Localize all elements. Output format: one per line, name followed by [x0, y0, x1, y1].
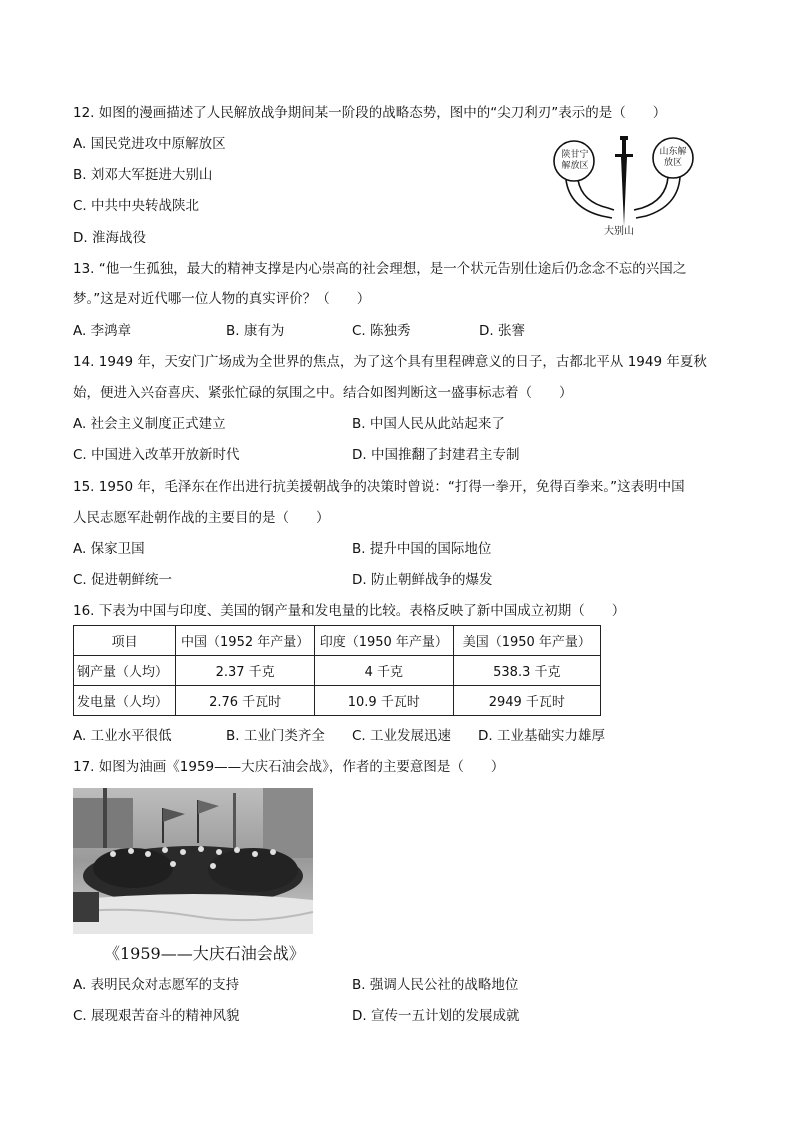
q14-option-b[interactable]: B. 中国人民从此站起来了: [352, 416, 505, 432]
table-cell: 钢产量（人均）: [74, 656, 176, 686]
q15-stem-line1: 15. 1950 年，毛泽东在作出进行抗美援朝战争的决策时曾说：“打得一拳开，免得百拳来。”这表明中国: [73, 479, 685, 495]
table-row: [74, 656, 601, 686]
q15-stem-line2: 人民志愿军赴朝作战的主要目的是（ ）: [73, 510, 330, 526]
table-header-cell: 美国（1950 年产量）: [453, 626, 600, 656]
q14-option-c[interactable]: C. 中国进入改革开放新时代: [73, 447, 240, 463]
q12-option-b[interactable]: B. 刘邓大军挺进大别山: [73, 167, 213, 183]
table-cell: 10.9 千瓦时: [314, 686, 453, 716]
q12-option-d[interactable]: D. 淮海战役: [73, 230, 146, 246]
q13-stem-line1: 13. “他一生孤独，最大的精神支撑是内心崇高的社会理想，是一个状元告别仕途后仍念念不忘的兴国之: [73, 261, 687, 277]
q12-stem: 12. 如图的漫画描述了人民解放战争期间某一阶段的战略态势，图中的“尖刀利刃”表示的是（ ）: [73, 105, 667, 121]
cartoon-label-left: 陕甘宁解放区: [561, 150, 589, 171]
q16-option-b[interactable]: B. 工业门类齐全: [226, 728, 325, 744]
q16-option-c[interactable]: C. 工业发展迅速: [352, 728, 452, 744]
q17-stem: 17. 如图为油画《1959——大庆石油会战》，作者的主要意图是（ ）: [73, 759, 505, 775]
q14-option-a[interactable]: A. 社会主义制度正式建立: [73, 416, 226, 432]
q17-option-b[interactable]: B. 强调人民公社的战略地位: [352, 977, 519, 993]
q16-comparison-table: [73, 625, 601, 716]
table-cell: 发电量（人均）: [74, 686, 176, 716]
q15-option-a[interactable]: A. 保家卫国: [73, 541, 145, 557]
q17-option-a[interactable]: A. 表明民众对志愿军的支持: [73, 977, 240, 993]
q13-option-c[interactable]: C. 陈独秀: [352, 323, 411, 339]
q15-option-b[interactable]: B. 提升中国的国际地位: [352, 541, 492, 557]
table-header-cell: 项目: [74, 626, 176, 656]
q13-option-b[interactable]: B. 康有为: [226, 323, 285, 339]
q13-stem-line2: 梦。”这是对近代哪一位人物的真实评价？（ ）: [73, 291, 371, 307]
q16-option-a[interactable]: A. 工业水平很低: [73, 728, 172, 744]
painting-image: [73, 788, 313, 934]
painting-caption: 《1959——大庆石油会战》: [104, 944, 305, 963]
table-cell: 538.3 千克: [453, 656, 600, 686]
table-header-cell: 印度（1950 年产量）: [314, 626, 453, 656]
q17-option-c[interactable]: C. 展现艰苦奋斗的精神风貌: [73, 1008, 240, 1024]
table-cell: 4 千克: [314, 656, 453, 686]
daqing-oil-painting: [73, 788, 313, 934]
q12-cartoon: [552, 128, 700, 243]
q14-option-d[interactable]: D. 中国推翻了封建君主专制: [352, 447, 520, 463]
q15-option-c[interactable]: C. 促进朝鲜统一: [73, 572, 173, 588]
q16-stem: 16. 下表为中国与印度、美国的钢产量和发电量的比较。表格反映了新中国成立初期（ ）: [73, 603, 626, 619]
q17-option-d[interactable]: D. 宣传一五计划的发展成就: [352, 1008, 520, 1024]
cartoon-label-bottom: 大别山: [604, 226, 634, 237]
q13-option-a[interactable]: A. 李鸿章: [73, 323, 132, 339]
q15-option-d[interactable]: D. 防止朝鲜战争的爆发: [352, 572, 493, 588]
q14-stem-line1: 14. 1949 年，天安门广场成为全世界的焦点，为了这个具有里程碑意义的日子，古都北平从 1949 年夏秋: [73, 354, 707, 370]
q14-stem-line2: 始，便进入兴奋喜庆、紧张忙碌的氛围之中。结合如图判断这一盛事标志着（ ）: [73, 385, 573, 401]
q12-option-c[interactable]: C. 中共中央转战陕北: [73, 198, 200, 214]
table-cell: 2.76 千瓦时: [176, 686, 315, 716]
table-cell: 2.37 千克: [176, 656, 315, 686]
q13-option-d[interactable]: D. 张謇: [479, 323, 525, 339]
q16-option-d[interactable]: D. 工业基础实力雄厚: [478, 728, 605, 744]
cartoon-label-right: 山东解放区: [659, 147, 687, 168]
table-row: [74, 686, 601, 716]
table-header-row: [74, 626, 601, 656]
table-header-cell: 中国（1952 年产量）: [176, 626, 315, 656]
table-cell: 2949 千瓦时: [453, 686, 600, 716]
q12-option-a[interactable]: A. 国民党进攻中原解放区: [73, 136, 226, 152]
